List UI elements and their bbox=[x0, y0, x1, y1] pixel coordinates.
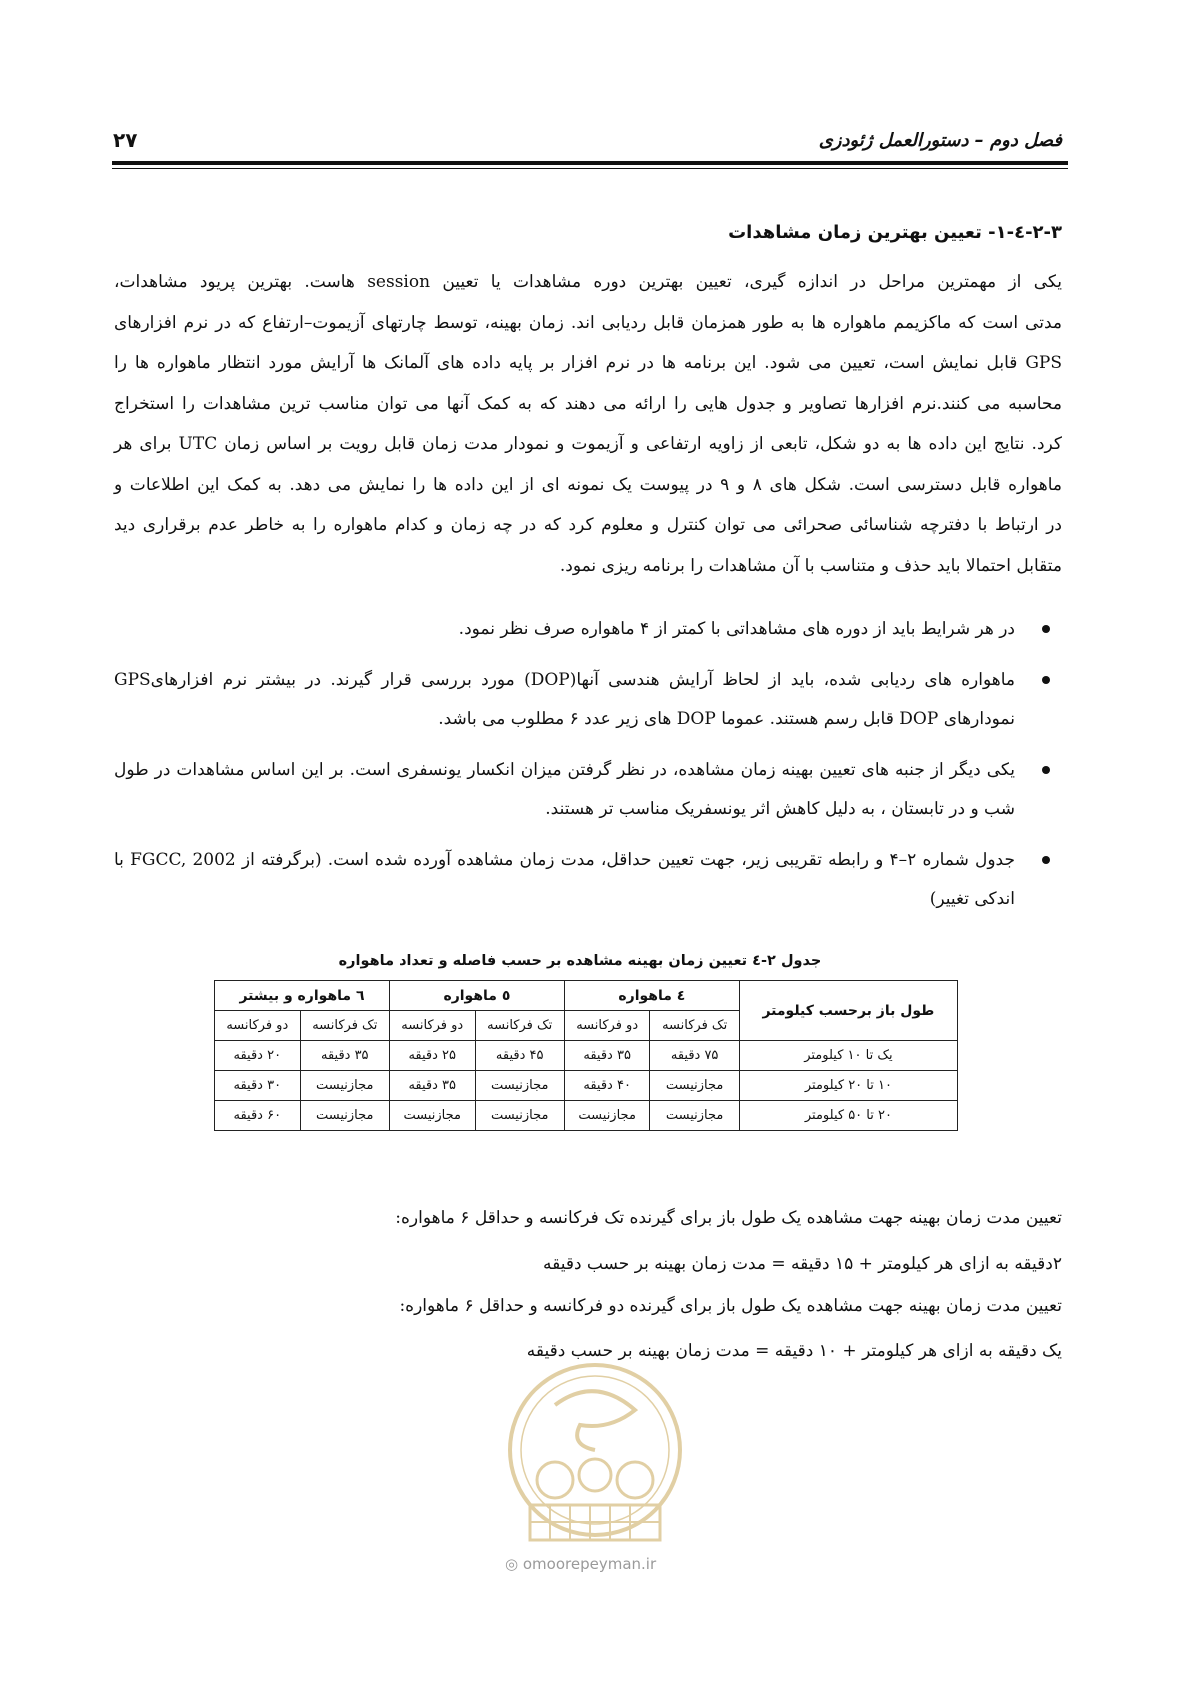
table-cell: ۷۵ دقیقه bbox=[650, 1041, 739, 1071]
watermark-logo-icon bbox=[500, 1355, 690, 1585]
sub-header: تک فرکانسه bbox=[475, 1011, 564, 1041]
table-cell: ۲۰ دقیقه bbox=[215, 1041, 301, 1071]
sub-header: تک فرکانسه bbox=[300, 1011, 389, 1041]
watermark-url-text: omoorepeyman.ir bbox=[522, 1555, 657, 1573]
body-paragraph bbox=[114, 262, 1062, 586]
list-item bbox=[114, 661, 1062, 739]
chapter-title: فصل دوم – دستورالعمل ژئودزی bbox=[818, 130, 1062, 151]
list-item bbox=[114, 751, 1062, 829]
bullet-text: در هر شرایط باید از دوره های مشاهداتی با کمتر از ۴ ماهواره صرف نظر نمود. bbox=[458, 619, 1015, 639]
bullet-text: یکی دیگر از جنبه های تعیین بهینه زمان مشاهده، در نظر گرفتن میزان انکسار یونسفری است. بر این اساس مشاهدات در طول شب و در تابستان ، به دلیل کاهش اثر یونسفریک مناسب تر هستند. bbox=[114, 760, 1015, 819]
group-header: ٤ ماهواره bbox=[564, 981, 739, 1011]
table-row bbox=[215, 1101, 958, 1131]
table-caption: جدول ۲-٤ تعیین زمان بهینه مشاهده بر حسب فاصله و تعداد ماهواره bbox=[338, 953, 822, 969]
table-cell: مجازنیست bbox=[389, 1101, 475, 1131]
table-cell: مجازنیست bbox=[300, 1071, 389, 1101]
bullet-text: جدول شماره ۲–۴ و رابطه تقریبی زیر، جهت تعیین حداقل، مدت زمان مشاهده آورده شده است. (برگرفته از FGCC, 2002 با اندکی تغییر) bbox=[114, 850, 1015, 909]
dual-frequency-intro: تعیین مدت زمان بهینه جهت مشاهده یک طول باز برای گیرنده دو فرکانسه و حداقل ۶ ماهواره: bbox=[399, 1296, 1062, 1316]
paragraph-line: کرد. نتایج این داده ها به دو شکل، تابعی از زاویه ارتفاعی و آزیموت و نمودار مدت زمان قابل رویت بر اساس زمان UTC برای هر bbox=[114, 434, 1062, 454]
paragraph-line: متقابل احتمالا باید حذف و متناسب با آن مشاهدات را برنامه ریزی نمود. bbox=[559, 555, 1062, 576]
sub-header: تک فرکانسه bbox=[650, 1011, 739, 1041]
single-frequency-intro: تعیین مدت زمان بهینه جهت مشاهده یک طول باز برای گیرنده تک فرکانسه و حداقل ۶ ماهواره: bbox=[395, 1208, 1062, 1228]
row-range: یک تا ۱۰ کیلومتر bbox=[739, 1041, 957, 1071]
bullet-list bbox=[114, 610, 1062, 931]
row-range: ۱۰ تا ۲۰ کیلومتر bbox=[739, 1071, 957, 1101]
single-frequency-formula: ۲دقیقه به ازای هر کیلومتر + ۱۵ دقیقه = مدت زمان بهینه بر حسب دقیقه bbox=[542, 1254, 1062, 1274]
list-item bbox=[114, 610, 1062, 649]
bullet-text: ماهواره های ردیابی شده، باید از لحاظ آرایش هندسی آنها(DOP) مورد بررسی قرار گیرند. در بیشتر نرم افزارهایGPS نمودارهای DOP قابل رسم هستند. عموما DOP های زیر عدد ۶ مطلوب می باشد. bbox=[114, 670, 1015, 729]
table-header-row bbox=[215, 981, 958, 1011]
table-cell: مجازنیست bbox=[650, 1071, 739, 1101]
table-cell: مجازنیست bbox=[475, 1101, 564, 1131]
globe-icon: ◎ bbox=[505, 1555, 519, 1573]
observation-time-table bbox=[214, 980, 958, 1131]
table-row bbox=[215, 1041, 958, 1071]
table-cell: ۴۰ دقیقه bbox=[564, 1071, 650, 1101]
table-cell: مجازنیست bbox=[650, 1101, 739, 1131]
paragraph-line: یکی از مهمترین مراحل در اندازه گیری، تعیین بهترین دوره مشاهدات یا تعیین session هاست. بهترین پریود مشاهدات، bbox=[114, 272, 1062, 292]
header-rule-thin bbox=[112, 168, 1068, 169]
baseline-header: طول باز برحسب کیلومتر bbox=[739, 981, 957, 1041]
sub-header: دو فرکانسه bbox=[564, 1011, 650, 1041]
table-cell: ۳۵ دقیقه bbox=[300, 1041, 389, 1071]
bullet-icon bbox=[1042, 856, 1050, 864]
dual-frequency-formula: یک دقیقه به ازای هر کیلومتر + ۱۰ دقیقه = مدت زمان بهینه بر حسب دقیقه bbox=[526, 1341, 1062, 1361]
table-cell: مجازنیست bbox=[300, 1101, 389, 1131]
group-header: ٦ ماهواره و بیشتر bbox=[215, 981, 390, 1011]
group-header: ٥ ماهواره bbox=[389, 981, 564, 1011]
paragraph-line: محاسبه می کنند.نرم افزارها تصاویر و جدول هایی را ارائه می دهند که به کمک آنها می توان مناسب ترین مشاهدات را استخراج bbox=[114, 393, 1062, 414]
table-cell: ۳۰ دقیقه bbox=[215, 1071, 301, 1101]
table-cell: مجازنیست bbox=[475, 1071, 564, 1101]
sub-header: دو فرکانسه bbox=[215, 1011, 301, 1041]
row-range: ۲۰ تا ۵۰ کیلومتر bbox=[739, 1101, 957, 1131]
page-number: ۲۷ bbox=[113, 128, 138, 152]
header-rule-thick bbox=[112, 161, 1068, 165]
table-cell: ۳۵ دقیقه bbox=[564, 1041, 650, 1071]
paragraph-line: GPS قابل نمایش است، تعیین می شود. این برنامه ها در نرم افزار بر پایه داده های آلمانک ها آرایش مورد انتظار ماهواره ها را bbox=[114, 353, 1062, 373]
table-cell: ۲۵ دقیقه bbox=[389, 1041, 475, 1071]
sub-header: دو فرکانسه bbox=[389, 1011, 475, 1041]
paragraph-line: ماهواره قابل دسترسی است. شکل های ۸ و ۹ در پیوست یک نمونه ای از این داده ها را نمایش می دهد. به کمک این اطلاعات و bbox=[114, 474, 1062, 495]
table-row bbox=[215, 1071, 958, 1101]
table-cell: ۴۵ دقیقه bbox=[475, 1041, 564, 1071]
table-cell: ۳۵ دقیقه bbox=[389, 1071, 475, 1101]
table-cell: مجازنیست bbox=[564, 1101, 650, 1131]
bullet-icon bbox=[1042, 625, 1050, 633]
paragraph-line: مدتی است که ماکزیمم ماهواره ها به طور همزمان قابل ردیابی اند. زمان بهینه، توسط چارتهای آزیموت–ارتفاع که در نرم افزارهای bbox=[114, 312, 1062, 333]
bullet-icon bbox=[1042, 766, 1050, 774]
watermark-url bbox=[505, 1555, 656, 1573]
bullet-icon bbox=[1042, 676, 1050, 684]
table-cell: ۶۰ دقیقه bbox=[215, 1101, 301, 1131]
list-item bbox=[114, 841, 1062, 919]
section-title: ۲-۳-٤-۱- تعیین بهترین زمان مشاهدات bbox=[728, 222, 1062, 243]
paragraph-line: در ارتباط با دفترچه شناسائی صحرائی می توان کنترل و معلوم کرد که در چه زمان و کدام ماهواره را به خاطر عدم برقراری دید bbox=[114, 515, 1062, 535]
